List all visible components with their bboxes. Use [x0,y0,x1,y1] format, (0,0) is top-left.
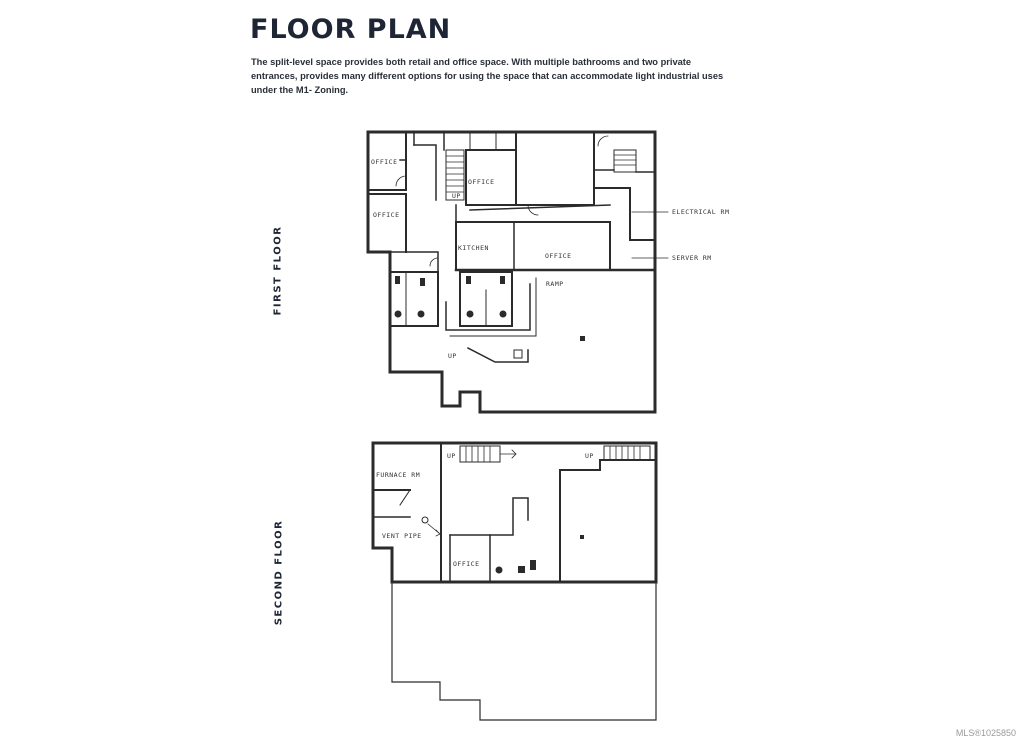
kitchen-label: KITCHEN [458,244,489,252]
first-floor-up-b-label: UP [448,352,457,360]
electrical-room-label: ELECTRICAL RM [672,208,730,216]
first-floor-label: FIRST FLOOR [272,225,284,316]
second-floor-up-b-label: UP [585,452,594,460]
second-floor-label: SECOND FLOOR [273,519,285,626]
ramp-label: RAMP [546,280,564,288]
second-floor-plan [373,443,656,720]
first-floor-office-b-label: OFFICE [373,211,400,219]
first-floor-plan [368,132,668,412]
description-text: The split-level space provides both retail and office space. With multiple bathrooms and two private entrances, provides many different options for using the space that can accommodate light industrial uses under the M1- Zoning. [251,57,724,95]
second-floor-office-label: OFFICE [453,560,480,568]
page-title: FLOOR PLAN [250,14,452,45]
first-floor-up-a-label: UP [452,192,461,200]
server-room-label: SERVER RM [672,254,712,262]
vent-pipe-label: VENT PIPE [382,532,422,540]
first-floor-office-d-label: OFFICE [545,252,572,260]
second-floor-outer-wall [373,443,656,582]
furnace-room-label: FURNACE RM [376,471,421,479]
first-floor-office-a-label: OFFICE [371,158,398,166]
first-floor-office-c-label: OFFICE [468,178,495,186]
mls-number: MLS®1025850 [955,728,1016,738]
second-floor-up-a-label: UP [447,452,456,460]
